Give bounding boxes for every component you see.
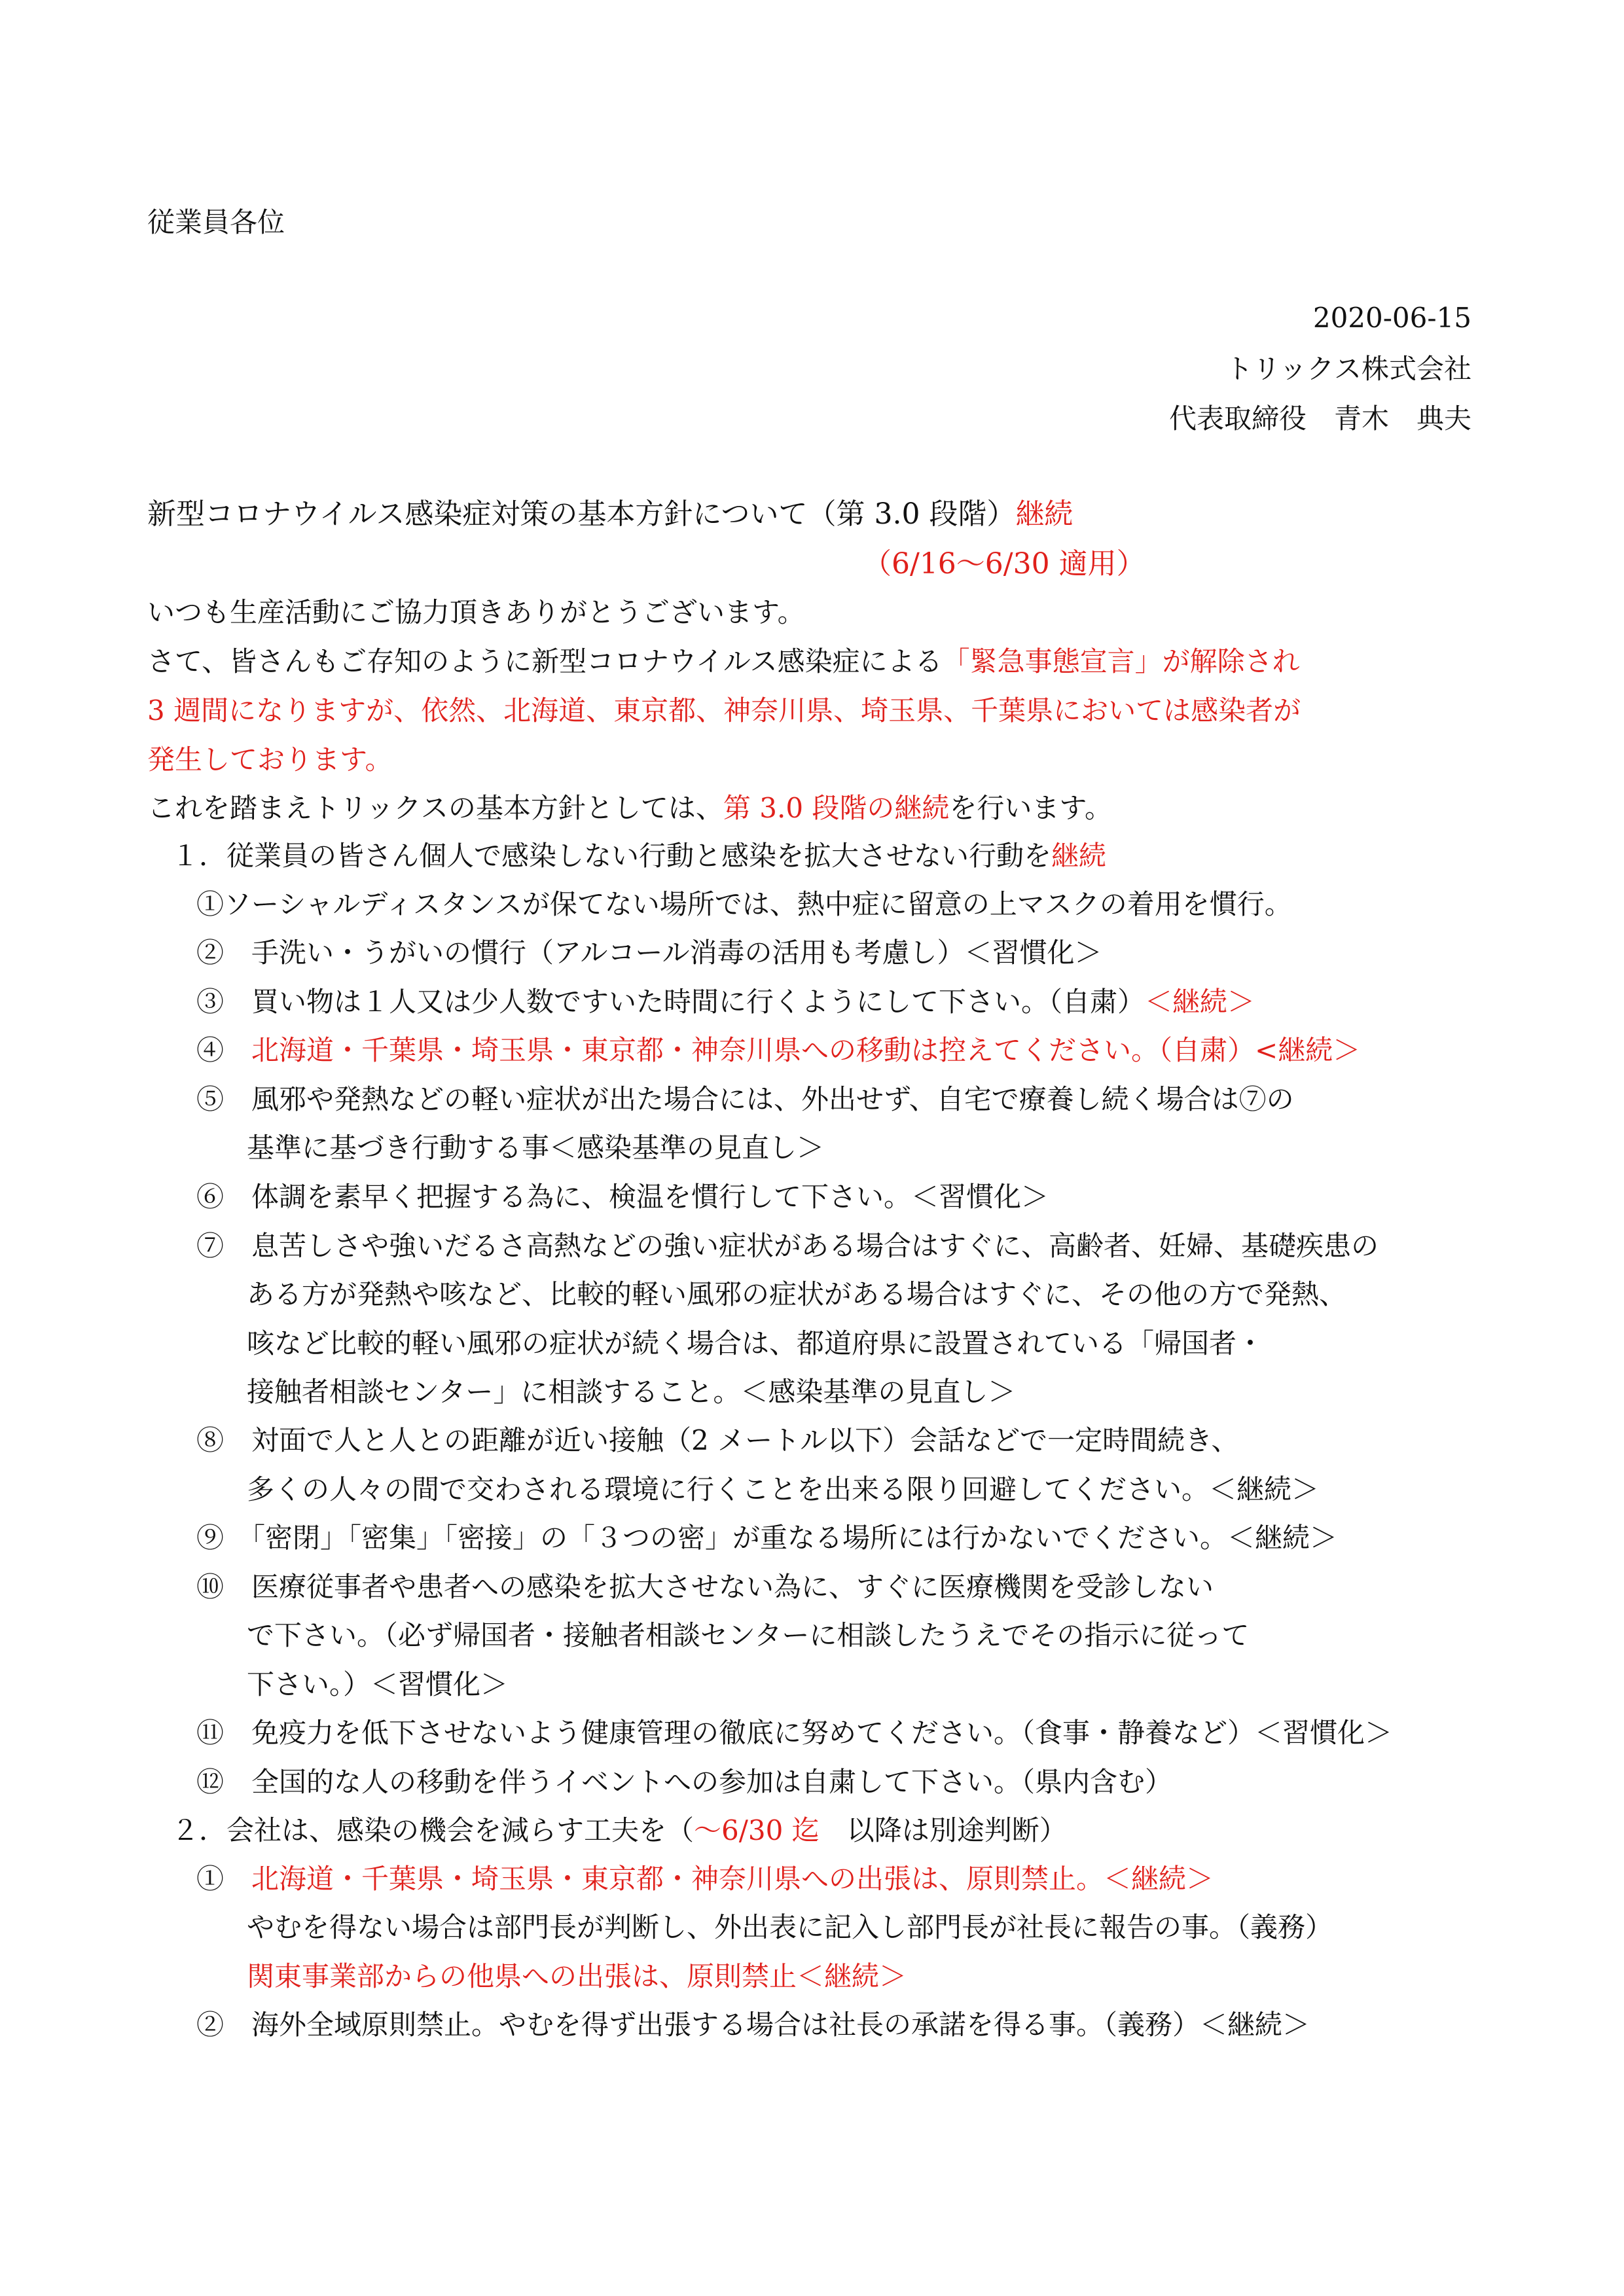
item-3-text: ③ 買い物は１人又は少人数ですいた時間に行くようにして下さい。（自粛）	[196, 986, 1146, 1018]
item-7-line-2: ある方が発熱や咳など、比較的軽い風邪の症状がある場合はすぐに、その他の方で発熱、	[247, 1278, 1347, 1310]
company-item-2-number: ②	[196, 2009, 225, 2041]
intro-line-2	[147, 643, 1300, 680]
title-continue: 継続	[1015, 497, 1074, 531]
item-2: ② 手洗い・うがいの慣行（アルコール消毒の活用も考慮し）＜習慣化＞	[196, 937, 1102, 969]
item-4-number: ④	[196, 1034, 225, 1066]
company-item-2	[196, 2007, 1310, 2043]
item-10-line-3: 下さい。）＜習慣化＞	[247, 1668, 509, 1700]
item-9: ⑨ 「密閉」「密集」「密接」の「３つの密」が重なる場所には行かないでください。＜継続＞	[196, 1522, 1338, 1554]
intro-line-4: 発生しております。	[147, 744, 393, 776]
issue-date: 2020-06-15	[1312, 302, 1471, 334]
section-2-end: 以降は別途判断）	[819, 1814, 1067, 1846]
document-title	[147, 496, 1073, 533]
item-5-line-2: 基準に基づき行動する事＜感染基準の見直し＞	[247, 1132, 825, 1164]
company-item-2-text: 海外全域原則禁止。やむを得ず出張する場合は社長の承諾を得る事。（義務）＜継続＞	[251, 2009, 1310, 2041]
section-2-heading	[171, 1812, 1067, 1849]
item-12: ⑫ 全国的な人の移動を伴うイベントへの参加は自粛して下さい。（県内含む）	[196, 1766, 1173, 1798]
item-7-line-3: 咳など比較的軽い風邪の症状が続く場合は、都道府県に設置されている「帰国者・	[247, 1327, 1265, 1359]
company-item-1-number: ①	[196, 1863, 225, 1895]
company-item-1-line-2: やむを得ない場合は部門長が判断し、外出表に記入し部門長が社長に報告の事。（義務）	[247, 1911, 1333, 1943]
section-1-text: １．従業員の皆さん個人で感染しない行動と感染を拡大させない行動を	[171, 840, 1052, 872]
item-1: ①ソーシャルディスタンスが保てない場所では、熱中症に留意の上マスクの着用を慣行。	[196, 888, 1292, 920]
item-5-line-1: ⑤ 風邪や発熱などの軽い症状が出た場合には、外出せず、自宅で療養し続く場合は⑦の	[196, 1083, 1294, 1115]
section-1-continue: 継続	[1051, 840, 1107, 872]
intro-line-3: 3 週間になりますが、依然、北海道、東京都、神奈川県、埼玉県、千葉県においては感染者が	[147, 694, 1301, 726]
emergency-declaration: 「緊急事態宣言」が解除され	[942, 645, 1300, 677]
item-7-line-4: 接触者相談センター」に相談すること。＜感染基準の見直し＞	[247, 1376, 1016, 1408]
section-1-heading	[171, 838, 1106, 874]
intro-line-2-text: さて、皆さんもご存知のように新型コロナウイルス感染症による	[147, 645, 943, 677]
intro-line-5	[147, 790, 1112, 827]
section-2-text: ２．会社は、感染の機会を減らす工夫を（	[171, 1814, 695, 1846]
stage-continue: 第 3.0 段階の継続	[723, 792, 950, 824]
company-item-1-line-3: 関東事業部からの他県への出張は、原則禁止＜継続＞	[247, 1960, 907, 1992]
intro-line-5-text: これを踏まえトリックスの基本方針としては、	[147, 792, 723, 824]
title-main: 新型コロナウイルス感染症対策の基本方針について（第 3.0 段階）	[147, 497, 1016, 531]
item-10-line-2: で下さい。（必ず帰国者・接触者相談センターに相談したうえでその指示に従って	[247, 1619, 1250, 1651]
addressee: 従業員各位	[147, 206, 285, 238]
intro-line-1: いつも生産活動にご協力頂きありがとうございます。	[147, 596, 805, 628]
item-10-line-1: ⑩ 医療従事者や患者への感染を拡大させない為に、すぐに医療機関を受診しない	[196, 1571, 1214, 1603]
item-3-continue: ＜継続＞	[1145, 986, 1255, 1018]
item-6: ⑥ 体調を素早く把握する為に、検温を慣行して下さい。＜習慣化＞	[196, 1181, 1049, 1213]
company-item-1	[196, 1861, 1214, 1897]
title-period: （6/16～6/30 適用）	[863, 547, 1146, 581]
item-8-line-1: ⑧ 対面で人と人との距離が近い接触（2 メートル以下）会話などで一定時間続き、	[196, 1424, 1239, 1456]
item-7-line-1: ⑦ 息苦しさや強いだるさ高熱などの強い症状がある場合はすぐに、高齢者、妊婦、基礎疾患の	[196, 1230, 1379, 1262]
company-item-1-text: 北海道・千葉県・埼玉県・東京都・神奈川県への出張は、原則禁止。＜継続＞	[251, 1863, 1214, 1895]
item-8-line-2: 多くの人々の間で交わされる環境に行くことを出来る限り回避してください。＜継続＞	[247, 1473, 1320, 1505]
item-4-text: 北海道・千葉県・埼玉県・東京都・神奈川県への移動は控えてください。（自粛）<継続＞	[251, 1034, 1361, 1066]
company-name: トリックス株式会社	[1225, 353, 1471, 385]
representative: 代表取締役 青木 典夫	[1168, 403, 1471, 435]
item-11: ⑪ 免疫力を低下させないよう健康管理の徹底に努めてください。（食事・静養など）＜習慣化＞	[196, 1717, 1393, 1749]
item-3	[196, 984, 1255, 1020]
intro-line-5-end: を行います。	[949, 792, 1113, 824]
item-4	[196, 1032, 1360, 1069]
section-2-period: ～6/30 迄	[694, 1814, 820, 1846]
